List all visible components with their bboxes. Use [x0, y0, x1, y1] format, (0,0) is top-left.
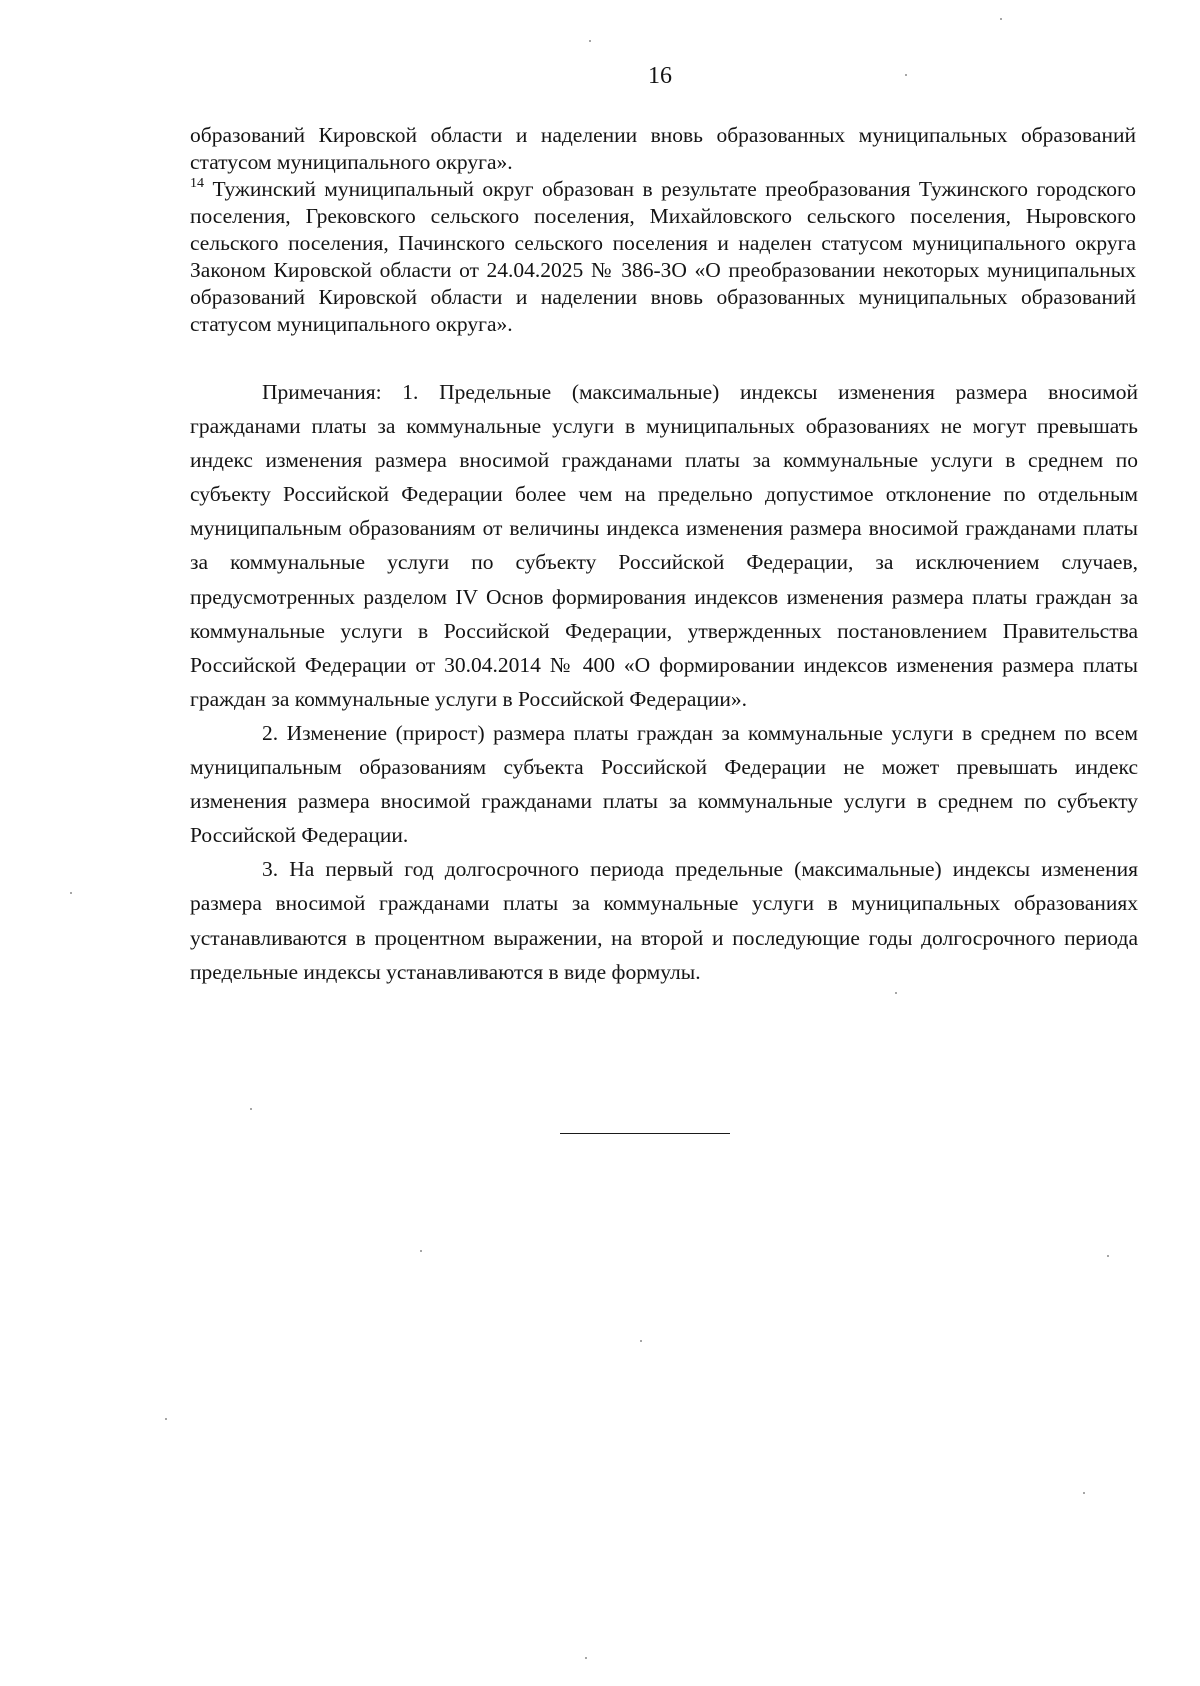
- scan-speck: [895, 992, 897, 994]
- scan-speck: [70, 892, 72, 894]
- scan-speck: [1083, 1492, 1085, 1494]
- note-paragraph-2: 2. Изменение (прирост) размера платы граждан за коммунальные услуги в среднем по всем муниципальным образованиям субъекта Российской Федерации не может превышать индекс изменения размера вносимой гражданами платы за коммунальные услуги в среднем по субъекту Российской Федерации.: [190, 720, 1138, 848]
- scan-speck: [250, 1108, 252, 1110]
- footnote-marker: 14: [190, 176, 204, 191]
- footnote-14: [190, 176, 1136, 338]
- scan-speck: [640, 1340, 642, 1342]
- scan-speck: [1000, 18, 1002, 20]
- closing-divider-line: [560, 1133, 730, 1134]
- footnotes: [190, 122, 1136, 338]
- scan-speck: [1107, 1255, 1109, 1257]
- scan-speck: [585, 1657, 587, 1659]
- note-paragraph-3: 3. На первый год долгосрочного периода предельные (максимальные) индексы изменения размера вносимой гражданами платы за коммунальные услуги в муниципальных образованиях устанавливаются в процентном выражении, на второй и последующие годы долгосрочного периода предельные индексы устанавливаются в виде формулы.: [190, 857, 1138, 984]
- scan-speck: [165, 1418, 167, 1420]
- scan-speck: [905, 74, 907, 76]
- scan-speck: [420, 1250, 422, 1252]
- footnote-14-text: Тужинский муниципальный округ образован в результате преобразования Тужинского городского поселения, Грековского сельского поселения, Михайловского сельского поселения, Ныровского сельского поселения, Пачинского сельского поселения и наделен статусом муниципального округа Законом Кировской области от 24.04.2025 № 386-ЗО «О преобразовании некоторых муниципальных образований Кировской области и наделении вновь образованных муниципальных образований статусом муниципального округа».: [190, 177, 1136, 336]
- scan-speck: [589, 40, 591, 42]
- notes-section: [190, 375, 1138, 989]
- note-paragraph-1: Примечания: 1. Предельные (максимальные) индексы изменения размера вносимой гражданами платы за коммунальные услуги в муниципальных образованиях не могут превышать индекс изменения размера вносимой гражданами платы за коммунальные услуги в среднем по субъекту Российской Федерации более чем на предельно допустимое отклонение по отдельным муниципальным образованиям от величины индекса изменения размера вносимой гражданами платы за коммунальные услуги по субъекту Российской Федерации, за исключением случаев, предусмотренных разделом IV Основ формирования индексов изменения размера платы граждан за коммунальные услуги в Российской Федерации, утвержденных постановлением Правительства Российской Федерации от 30.04.2014 № 400 «О формировании индексов изменения размера платы граждан за коммунальные услуги в Российской Федерации».: [190, 380, 1138, 711]
- page-number: 16: [648, 63, 672, 89]
- footnote-continuation: образований Кировской области и наделении вновь образованных муниципальных образований статусом муниципального округа».: [190, 123, 1136, 174]
